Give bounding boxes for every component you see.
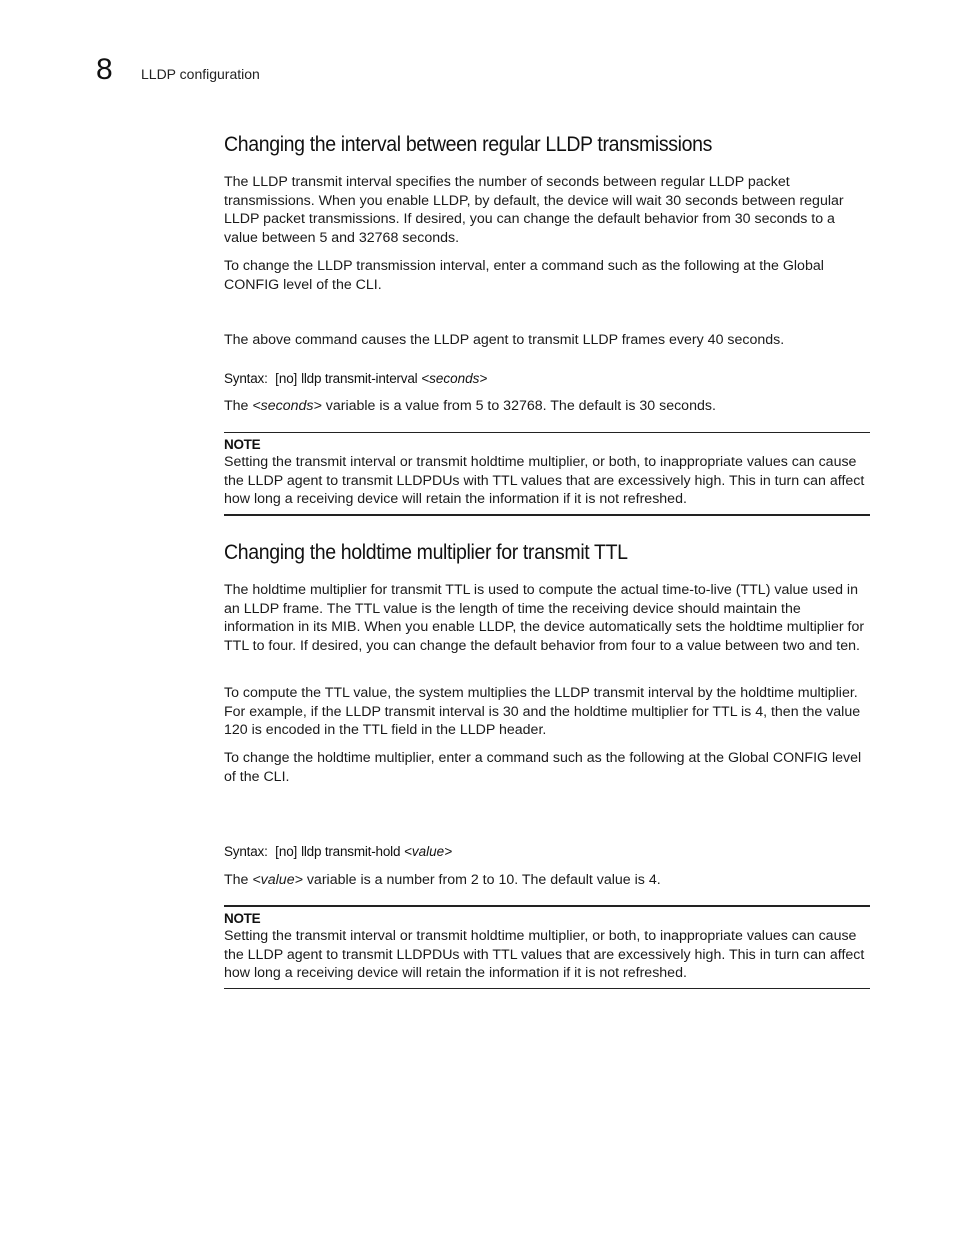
section2-para3-block — [224, 749, 870, 786]
section1-para3: The above command causes the LLDP agent to transmit LLDP frames every 40 seconds. — [224, 332, 785, 348]
section-heading: Changing the interval between regular LLDP transmissions — [224, 133, 712, 156]
note-box — [224, 432, 870, 516]
section2-para1-block — [224, 581, 870, 656]
section2-para2-block — [224, 684, 870, 740]
syntax-line-transmit-interval — [224, 370, 870, 388]
syntax-argument: <value> — [404, 844, 453, 859]
variable-name: <value> — [252, 872, 303, 888]
section1-para2-block — [224, 257, 870, 294]
variable-name: <seconds> — [252, 398, 322, 414]
syntax-line-transmit-hold — [224, 843, 870, 861]
section1-para3-block — [224, 331, 870, 350]
section2-variable-description — [224, 871, 870, 890]
chapter-number: 8 — [96, 53, 113, 86]
chapter-title: LLDP configuration — [141, 66, 260, 82]
note-box — [224, 905, 870, 989]
syntax-bracket-open: [ — [275, 844, 279, 859]
syntax-no-keyword: no — [278, 844, 294, 859]
syntax-bracket-open: [ — [275, 371, 279, 386]
syntax-no-keyword: no — [278, 371, 294, 386]
syntax-command: lldp transmit-hold — [301, 844, 401, 859]
section-transmit-interval — [224, 133, 870, 157]
syntax-bracket-close: ] — [293, 844, 298, 859]
section2-para3: To change the holdtime multiplier, enter a command such as the following at the Global CONFIG level of the CLI. — [224, 750, 862, 785]
variable-text-post: variable is a value from 5 to 32768. The default is 30 seconds. — [321, 398, 716, 414]
section1-variable-description — [224, 397, 870, 416]
section2-para1: The holdtime multiplier for transmit TTL is used to compute the actual time-to-live (TTL) value used in an LLDP frame. The TTL value is the length of time the receiving device should maintain the information in its MIB. When you enable LLDP, the device automatically sets the holdtime multiplier for TTL to four. If desired, you can change the default behavior from four to a value between two and ten. — [224, 582, 865, 655]
syntax-command: lldp transmit-interval — [301, 371, 418, 386]
section1-para1-block — [224, 173, 870, 248]
syntax-bracket-close: ] — [293, 371, 298, 386]
section1-para2: To change the LLDP transmission interval, enter a command such as the following at the Global CONFIG level of the CLI. — [224, 258, 824, 293]
note-text: Setting the transmit interval or transmit holdtime multiplier, or both, to inappropriate values can cause the LLDP agent to transmit LLDPDUs with TTL values that are excessively high. This in turn can affect how long a receiving device will retain the information if it is not refreshed. — [224, 928, 865, 982]
note-label: NOTE — [224, 911, 261, 926]
syntax-label: Syntax: — [224, 844, 268, 859]
variable-text-pre: The — [224, 872, 253, 888]
section-holdtime-multiplier — [224, 541, 870, 565]
section2-para2: To compute the TTL value, the system multiplies the LLDP transmit interval by the holdtime multiplier. For example, if the LLDP transmit interval is 30 and the holdtime multiplier for TTL is 4, then the value 120 is encoded in the TTL field in the LLDP header. — [224, 685, 861, 739]
syntax-argument: <seconds> — [421, 371, 488, 386]
variable-text-post: variable is a number from 2 to 10. The default value is 4. — [302, 872, 661, 888]
note-text: Setting the transmit interval or transmit holdtime multiplier, or both, to inappropriate values can cause the LLDP agent to transmit LLDPDUs with TTL values that are excessively high. This in turn can affect how long a receiving device will retain the information if it is not refreshed. — [224, 454, 865, 508]
note-label: NOTE — [224, 437, 261, 452]
syntax-label: Syntax: — [224, 371, 268, 386]
section1-para1: The LLDP transmit interval specifies the number of seconds between regular LLDP packet transmissions. When you enable LLDP, by default, the device will wait 30 seconds between regular LLDP packet transmissions. If desired, you can change the default behavior from 30 seconds to a value between 5 and 32768 seconds. — [224, 174, 844, 247]
variable-text-pre: The — [224, 398, 253, 414]
section-heading: Changing the holdtime multiplier for transmit TTL — [224, 541, 628, 564]
